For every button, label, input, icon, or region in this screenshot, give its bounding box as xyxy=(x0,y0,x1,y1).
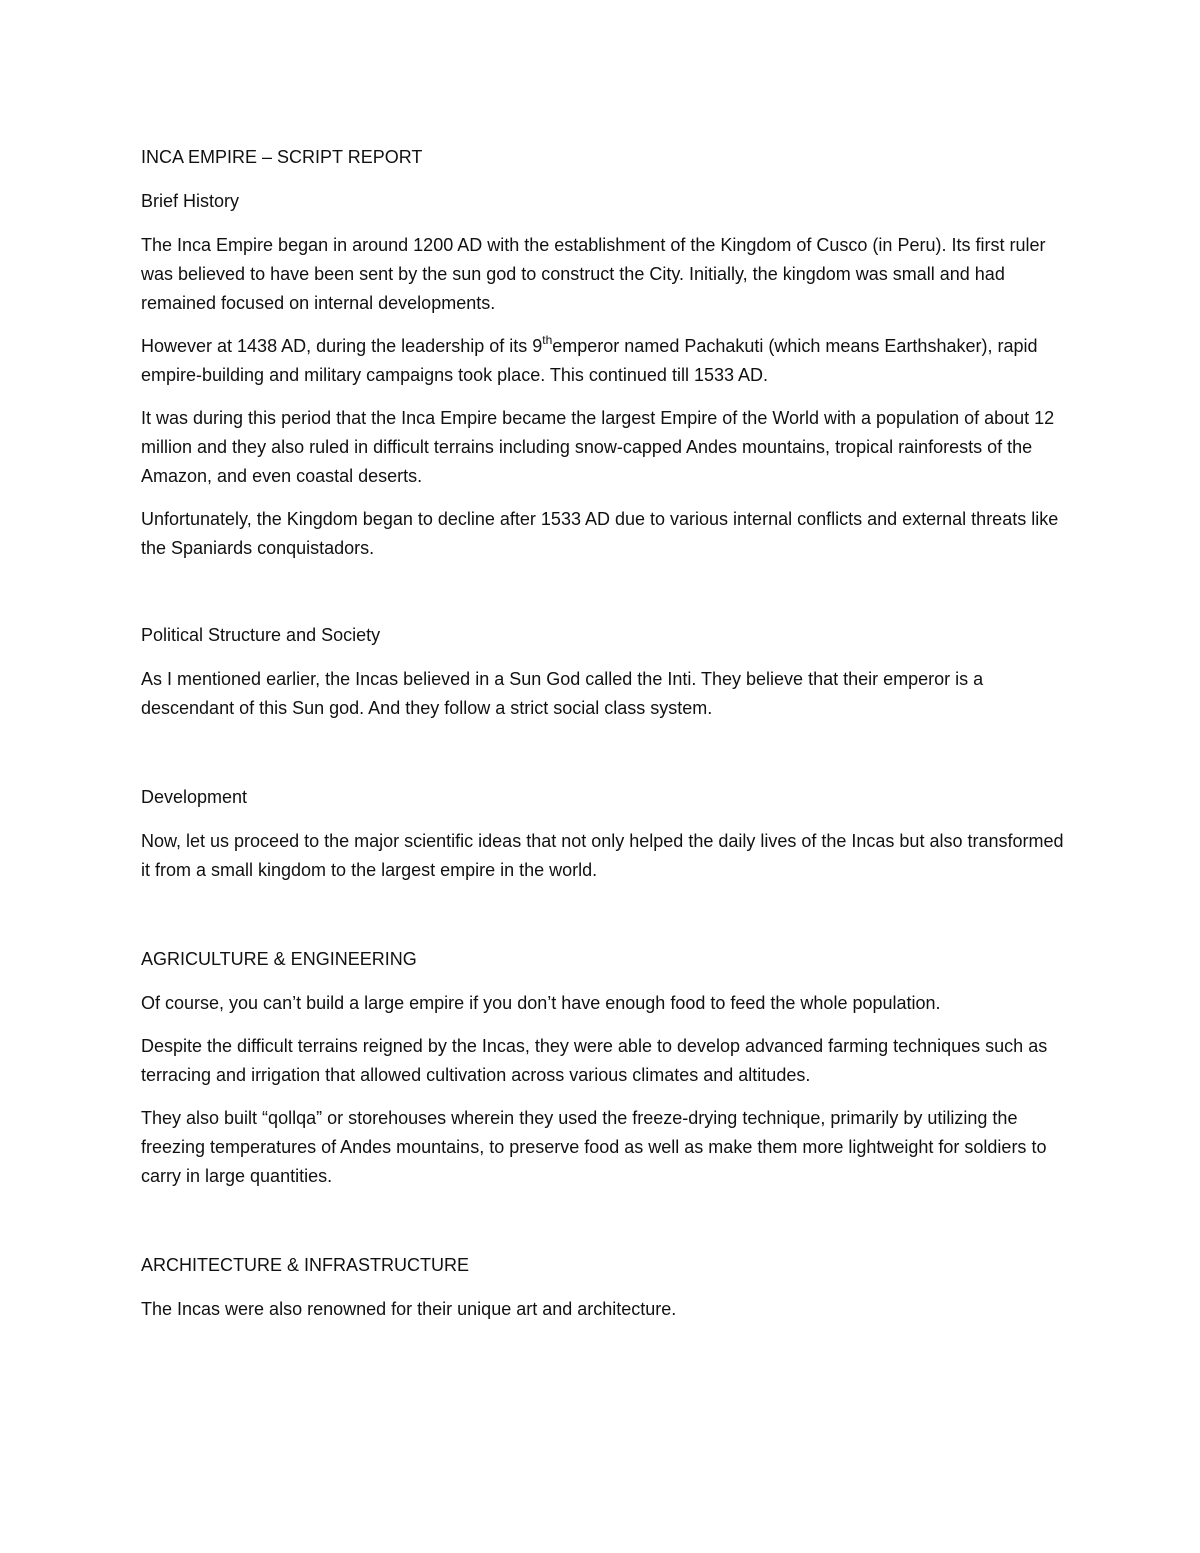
section-gap xyxy=(141,1205,1066,1251)
paragraph-political-society: As I mentioned earlier, the Incas believed in a Sun God called the Inti. They believe that their emperor is a descendant of this Sun god. And they follow a strict social class system. xyxy=(141,669,984,718)
paragraph-agriculture-farming: Despite the difficult terrains reigned by the Incas, they were able to develop advanced farming techniques such as terracing and irrigation that allowed cultivation across various climates and altitudes. xyxy=(141,1036,1048,1085)
document-title: INCA EMPIRE – SCRIPT REPORT xyxy=(141,147,423,167)
paragraph-history-origins: The Inca Empire began in around 1200 AD with the establishment of the Kingdom of Cusco (in Peru). Its first ruler was believed to have been sent by the sun god to construct the City. Initially, the kingdom was small and had remained focused on internal developments. xyxy=(141,235,1046,313)
paragraph-history-largest-empire: It was during this period that the Inca Empire became the largest Empire of the World with a population of about 12 million and they also ruled in difficult terrains including snow-capped Andes mountains, tropical rainforests of the Amazon, and even coastal deserts. xyxy=(141,408,1055,486)
heading-agriculture-engineering: AGRICULTURE & ENGINEERING xyxy=(141,949,417,969)
heading-political-structure: Political Structure and Society xyxy=(141,625,381,645)
section-gap xyxy=(141,577,1066,621)
paragraph-development-intro: Now, let us proceed to the major scientific ideas that not only helped the daily lives of the Incas but also transformed it from a small kingdom to the largest empire in the world. xyxy=(141,831,1064,880)
section-gap xyxy=(141,899,1066,945)
heading-development: Development xyxy=(141,787,248,807)
paragraph-history-decline: Unfortunately, the Kingdom began to decline after 1533 AD due to various internal conflicts and external threats like the Spaniards conquistadors. xyxy=(141,509,1059,558)
ordinal-superscript: th xyxy=(542,333,553,347)
paragraph-history-expansion-end: emperor named Pachakuti (which means Earthshaker), rapid empire-building and military campaigns took place. This continued till 1533 AD. xyxy=(141,336,1038,385)
heading-architecture-infrastructure: ARCHITECTURE & INFRASTRUCTURE xyxy=(141,1255,470,1275)
heading-brief-history: Brief History xyxy=(141,191,240,211)
paragraph-agriculture-storehouses: They also built “qollqa” or storehouses wherein they used the freeze-drying technique, primarily by utilizing the freezing temperatures of Andes mountains, to preserve food as well as make them more lightweight for soldiers to carry in large quantities. xyxy=(141,1108,1047,1186)
paragraph-agriculture-food: Of course, you can’t build a large empire if you don’t have enough food to feed the whole population. xyxy=(141,993,941,1013)
paragraph-history-expansion-start: However at 1438 AD, during the leadership of its 9 xyxy=(141,336,543,356)
section-gap xyxy=(141,737,1066,783)
document-body xyxy=(141,143,1066,1338)
paragraph-architecture-intro: The Incas were also renowned for their unique art and architecture. xyxy=(141,1299,677,1319)
paragraph-history-expansion xyxy=(141,332,1066,390)
